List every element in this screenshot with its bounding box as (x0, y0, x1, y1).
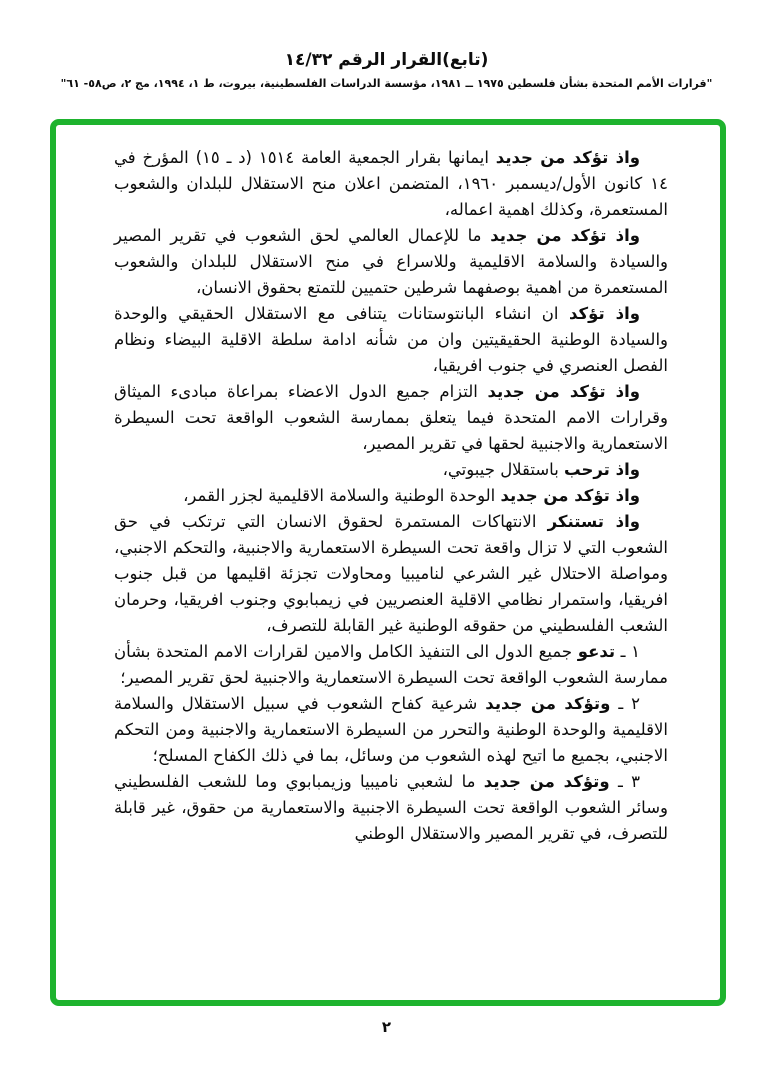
text-frame-border (50, 119, 726, 1006)
preambular-clause: واذ تؤكد من جديد الوحدة الوطنية والسلامة الاقليمية لجزر القمر، (183, 486, 640, 505)
preambular-clause: واذ تؤكد ان انشاء البانتوستانات يتنافى مع الاستقلال الحقيقي والوحدة والسيادة الوطنية الحقيقيتين وان من شأنه ادامة سلطة الاقلية البيضاء ونظام الفصل العنصري في جنوب افريقيا، (114, 304, 668, 375)
preambular-clause: واذ تؤكد من جديد التزام جميع الدول الاعضاء بمراعاة مبادىء الميثاق وقرارات الامم المتحدة فيما يتعلق بممارسة الشعوب الواقعة تحت السيطرة الاستعمارية والاجنبية لحقها في تقرير المصير، (114, 382, 668, 453)
preambular-clause: واذ تؤكد من جديد ايمانها بقرار الجمعية العامة ١٥١٤ (د ـ ١٥) المؤرخ في ١٤ كانون الأول/ديسمبر ١٩٦٠، المتضمن اعلان منح الاستقلال للبلدان والشعوب المستعمرة، وكذلك اهمية اعماله، (114, 148, 668, 219)
numbered-clause: ٣ ـ وتؤكد من جديد ما لشعبي ناميبيا وزيمبابوي وما للشعب الفلسطيني وسائر الشعوب الواقعة تحت السيطرة الاجنبية والاستعمارية من حقوق، غير قابلة للتصرف، في تقرير المصير والاستقلال الوطني (114, 772, 668, 843)
resolution-title: (تابع)القرار الرقم ١٤/٣٢ (284, 50, 489, 70)
clause-lead-in: وتؤكد من جديد (483, 772, 610, 791)
source-citation: "قرارات الأمم المتحدة بشأن فلسطين ١٩٧٥ ــ ١٩٨١، مؤسسة الدراسات الفلسطينية، بيروت، ط ١، ١٩٩٤، مج ٢، ص٥٨- ٦١" (60, 77, 713, 90)
clause-lead-in: واذ تؤكد من جديد (487, 382, 640, 401)
page-header (0, 0, 773, 90)
clause-number: ٢ ـ (610, 694, 640, 713)
clause-number: ٣ ـ (609, 772, 640, 791)
clause-lead-in: واذ تستنكر (547, 512, 640, 531)
clause-lead-in: وتؤكد من جديد (485, 694, 611, 713)
clause-lead-in: واذ تؤكد من جديد (495, 148, 640, 167)
numbered-clause: ١ ـ تدعو جميع الدول الى التنفيذ الكامل والامين لقرارات الامم المتحدة بشأن ممارسة الشعوب الواقعة تحت السيطرة الاستعمارية والاجنبية لحق تقرير المصير؛ (114, 642, 668, 687)
clause-lead-in: تدعو (577, 642, 616, 661)
resolution-body (56, 125, 720, 847)
clause-lead-in: واذ تؤكد من جديد (490, 226, 640, 245)
preambular-clause: واذ ترحب باستقلال جيبوتي، (442, 460, 640, 479)
clause-number: ١ ـ (615, 642, 640, 661)
clause-lead-in: واذ تؤكد من جديد (500, 486, 640, 505)
clause-lead-in: واذ تؤكد (568, 304, 641, 323)
preambular-clause: واذ تؤكد من جديد ما للإعمال العالمي لحق الشعوب في تقرير المصير والسيادة والسلامة الاقليمية وللاسراع في منح الاستقلال للبلدان والشعوب المستعمرة من اهمية بوصفهما شرطين حتميين للتمتع بحقوق الانسان، (114, 226, 668, 297)
numbered-clause: ٢ ـ وتؤكد من جديد شرعية كفاح الشعوب في سبيل الاستقلال والسلامة الاقليمية والوحدة الوطنية والتحرر من السيطرة الاستعمارية والاجنبية ومن التحكم الاجنبي، بجميع ما اتيح لهذه الشعوب من وسائل، بما في ذلك الكفاح المسلح؛ (114, 694, 668, 765)
clause-lead-in: واذ ترحب (564, 460, 640, 479)
page-number: ٢ (381, 1018, 392, 1036)
preambular-clause: واذ تستنكر الانتهاكات المستمرة لحقوق الانسان التي ترتكب في حق الشعوب التي لا تزال واقعة تحت السيطرة الاستعمارية والاجنبية، والتحكم الاجنبي، ومواصلة الاحتلال غير الشرعي لناميبيا ومحاولات تجزئة اقليمها من قبل جنوب افريقيا، واستمرار نظامي الاقلية العنصريين في زيمبابوي وجنوب افريقيا، وحرمان الشعب الفلسطيني من حقوقه الوطنية غير القابلة للتصرف، (114, 512, 668, 635)
